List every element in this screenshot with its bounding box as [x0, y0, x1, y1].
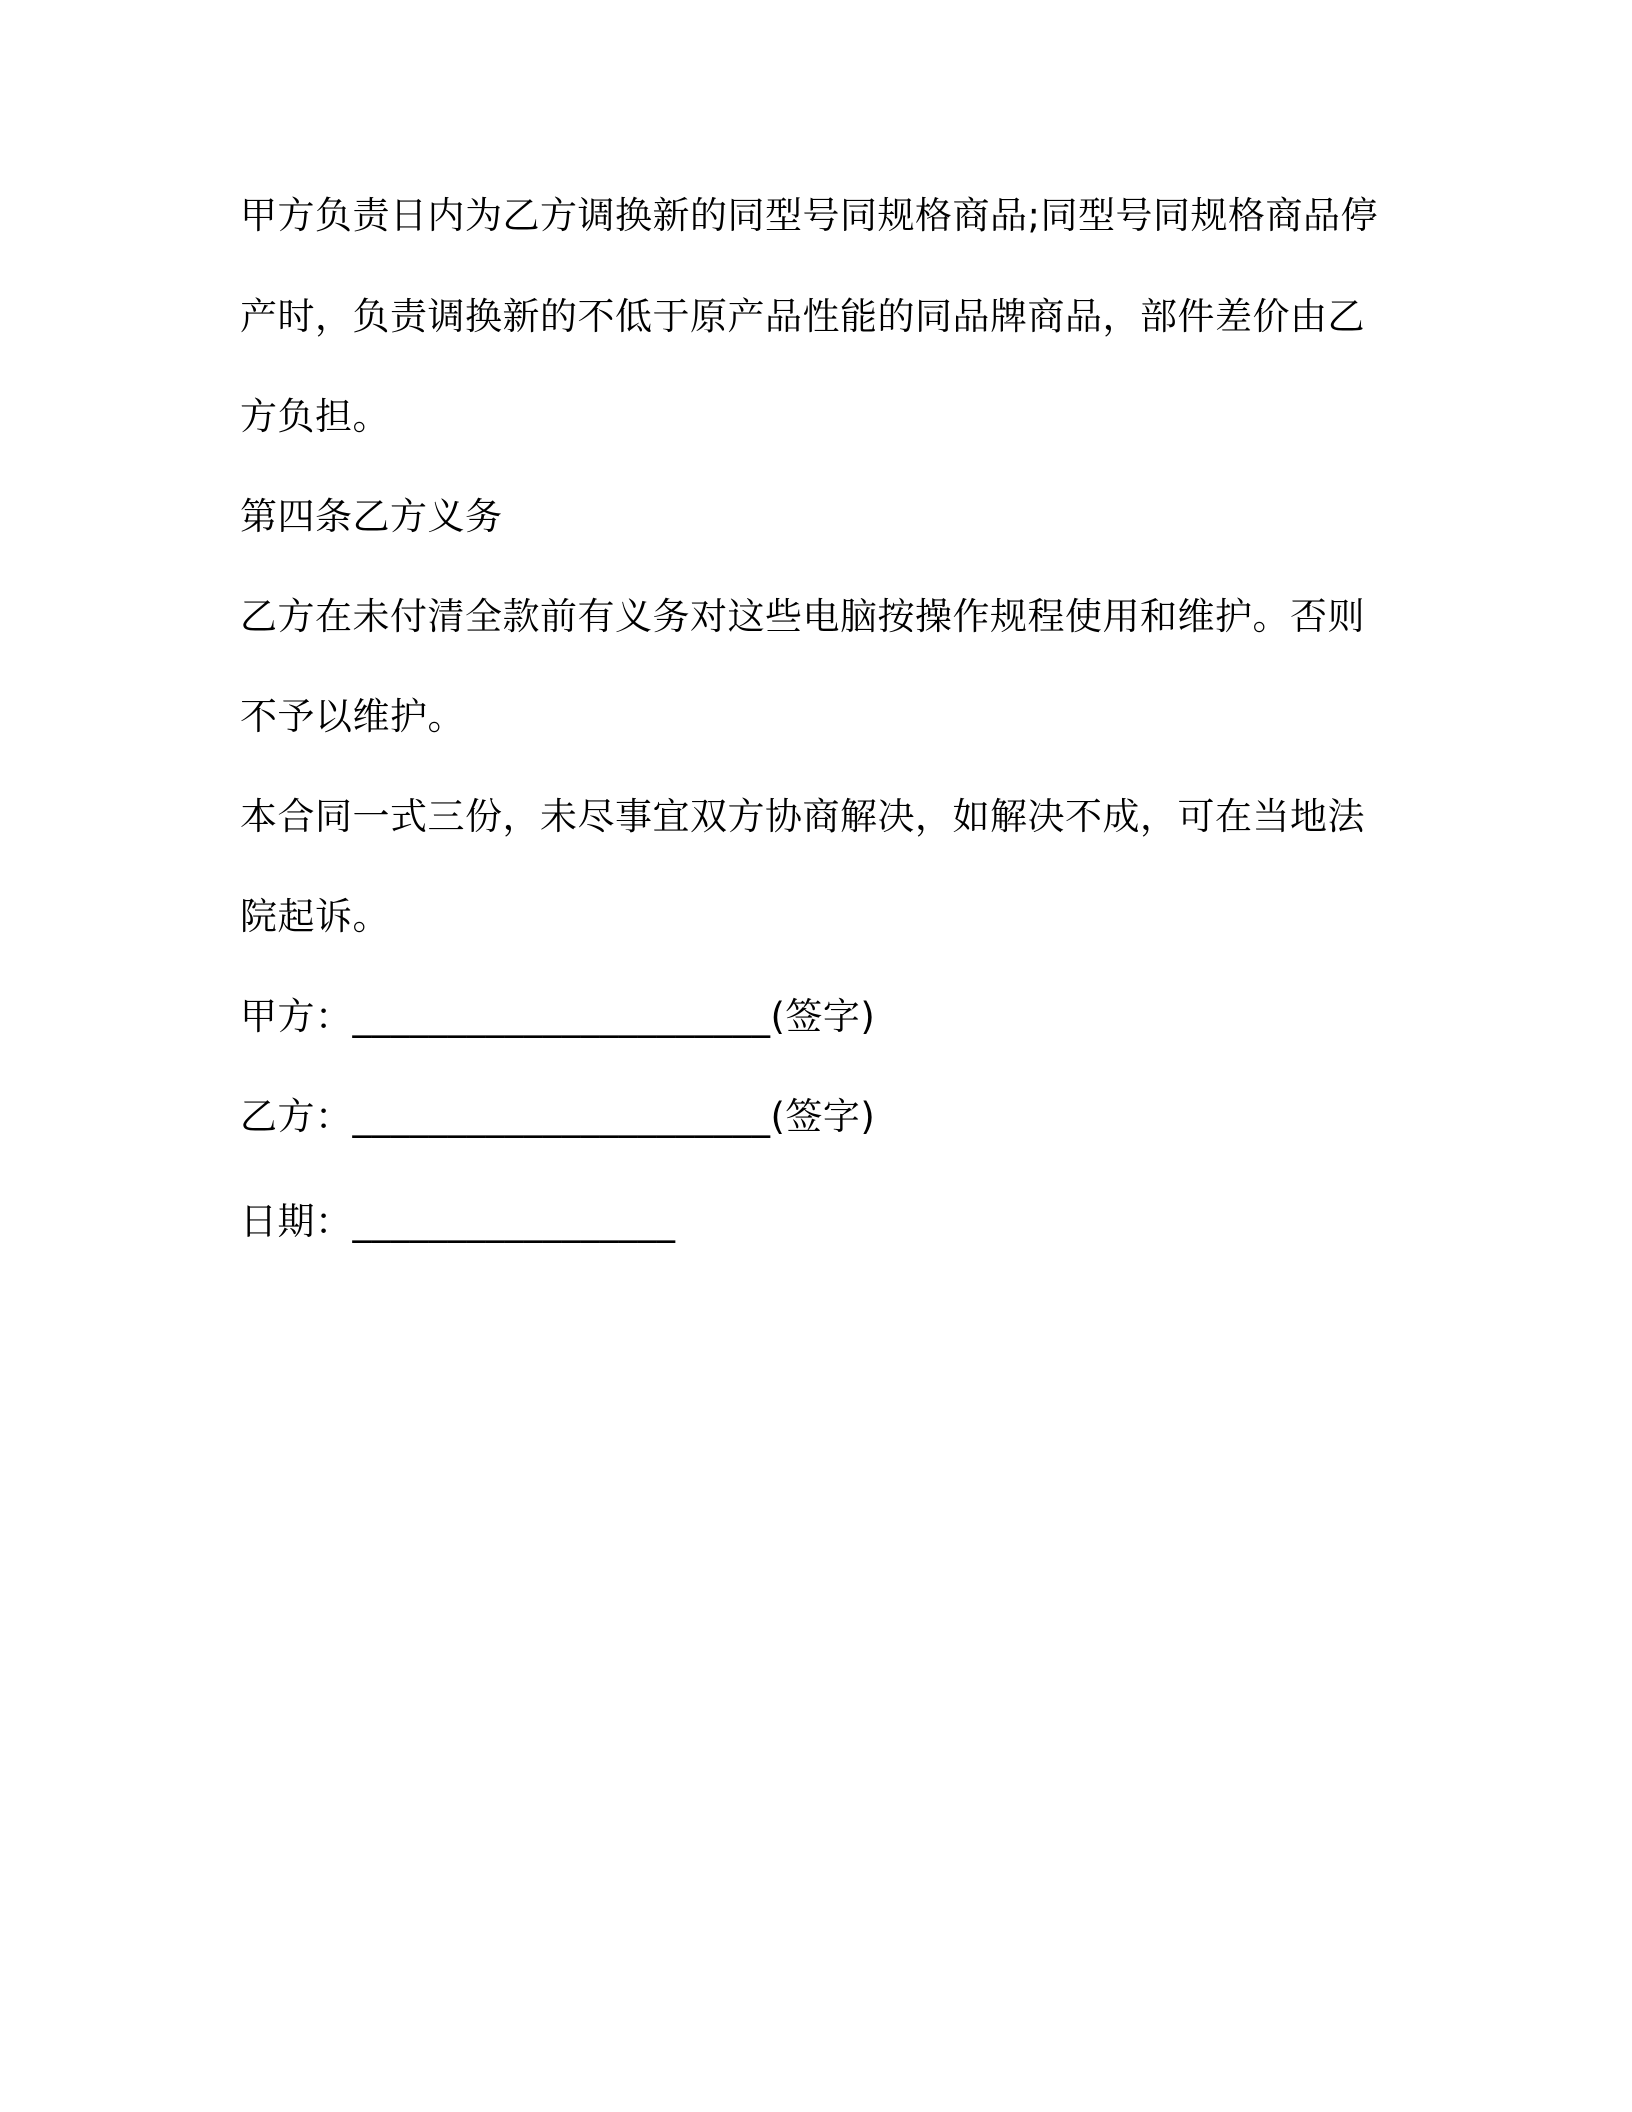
clause3-line-3: 方负担。	[240, 395, 390, 438]
party-a-signature: 甲方：______________________(签字)	[240, 995, 876, 1038]
copies-clause-line-1: 本合同一式三份，未尽事宜双方协商解决，如解决不成，可在当地法	[240, 795, 1365, 838]
date-field: 日期：_________________	[240, 1200, 676, 1243]
party-b-signature: 乙方：______________________(签字)	[240, 1095, 876, 1138]
clause3-line-2: 产时，负责调换新的不低于原产品性能的同品牌商品，部件差价由乙	[240, 295, 1365, 338]
copies-clause-line-2: 院起诉。	[240, 895, 390, 938]
article4-line-2: 不予以维护。	[240, 695, 465, 738]
article4-line-1: 乙方在未付清全款前有义务对这些电脑按操作规程使用和维护。否则	[240, 595, 1365, 638]
clause3-line-1: 甲方负责日内为乙方调换新的同型号同规格商品;同型号同规格商品停	[240, 194, 1378, 237]
article4-heading: 第四条乙方义务	[240, 495, 503, 538]
